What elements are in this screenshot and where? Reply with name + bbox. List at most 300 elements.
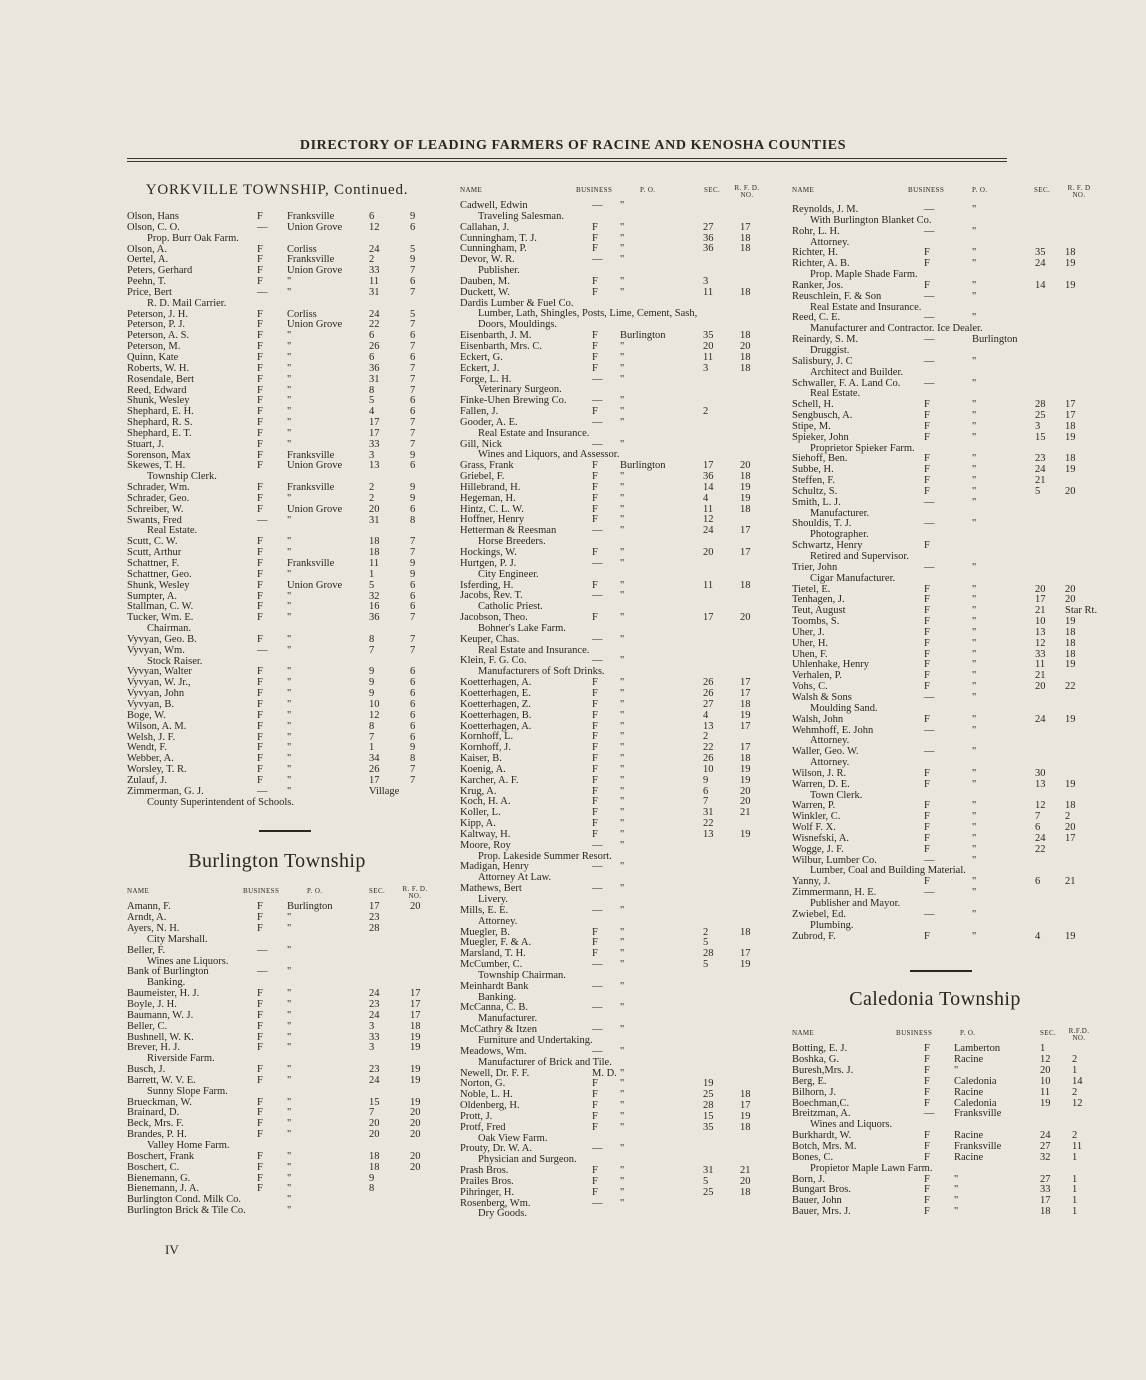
entry-sec: 17: [703, 612, 714, 624]
entry-po: ": [620, 503, 625, 515]
entry-rfd: 17: [740, 742, 751, 754]
entry-rfd: 21: [740, 807, 751, 819]
entry-business: —: [592, 1045, 603, 1057]
entry-rfd: 6: [410, 709, 416, 721]
directory-row: [127, 223, 427, 234]
entry-name: Norton, G.: [460, 1078, 506, 1090]
entry-po: Racine: [954, 1151, 984, 1163]
entry-po: ": [287, 590, 292, 602]
directory-row: [790, 465, 1100, 476]
entry-po: ": [620, 720, 625, 732]
page-title: DIRECTORY OF LEADING FARMERS OF RACINE AND KENOSHA COUNTIES: [299, 138, 847, 153]
directory-row: [458, 960, 768, 971]
entry-po: ": [620, 633, 625, 645]
entry-business: F: [924, 681, 930, 693]
entry-name: Vohs, C.: [792, 681, 828, 693]
entry-name: Ayers, N. H.: [127, 923, 180, 935]
directory-row: [127, 1206, 427, 1217]
directory-row: [790, 205, 1100, 216]
entry-sec: 22: [703, 818, 714, 830]
entry-note: R. D. Mail Carrier.: [147, 297, 227, 309]
entry-business: —: [924, 561, 935, 573]
entry-sec: 4: [1035, 930, 1041, 942]
header-po: P. O.: [960, 1029, 976, 1038]
entry-rfd: 7: [410, 644, 416, 656]
entry-name: Schrader, Geo.: [127, 492, 190, 504]
entry-note: Attorney.: [810, 236, 850, 248]
entry-business: F: [257, 373, 263, 385]
entry-business: F: [924, 1184, 930, 1196]
entry-rfd: 17: [740, 948, 751, 960]
entry-business: F: [592, 687, 598, 699]
directory-row: [790, 313, 1100, 324]
entry-name: Schattner, Geo.: [127, 568, 192, 580]
directory-row: [127, 266, 427, 277]
column-1: [127, 182, 428, 1217]
entry-po: ": [972, 225, 977, 237]
directory-row: [790, 812, 1100, 823]
entry-rfd: 9: [410, 492, 416, 504]
header-business: BUSINESS: [576, 186, 613, 194]
directory-row: [458, 418, 768, 429]
entry-rfd: 18: [410, 1020, 421, 1032]
entry-name: Wilson, A. M.: [127, 720, 187, 732]
entry-note: Manufacturer of Brick and Tile.: [478, 1056, 612, 1068]
entry-rfd: 20: [410, 1107, 421, 1119]
entry-name: Koetterhagen, A.: [460, 677, 532, 689]
entry-name: Schwartz, Henry: [792, 540, 863, 552]
entry-sec: 33: [369, 1031, 380, 1043]
header-sec: SEC.: [704, 186, 721, 194]
entry-business: —: [592, 395, 603, 407]
entry-sec: 24: [1035, 832, 1046, 844]
entry-sec: 3: [369, 1042, 375, 1054]
entry-name: Reinardy, S. M.: [792, 334, 859, 346]
directory-row: [790, 726, 1100, 737]
entry-business: F: [257, 579, 263, 591]
entry-rfd: 18: [740, 1121, 751, 1133]
entry-business: —: [924, 334, 935, 346]
entry-business: —: [592, 373, 603, 385]
entry-sec: 11: [703, 503, 714, 515]
entry-rfd: 7: [410, 362, 416, 374]
burlington-entries: [127, 902, 427, 1216]
entry-business: —: [592, 1002, 603, 1014]
entry-rfd: 17: [740, 547, 751, 558]
entry-name: Burlington Brick & Tile Co.: [127, 1205, 246, 1217]
entry-business: F: [924, 800, 930, 812]
entry-po: ": [620, 438, 625, 450]
entry-rfd: 20: [740, 340, 751, 352]
entry-name: Boshka, G.: [792, 1054, 839, 1066]
directory-row: [458, 743, 768, 754]
burlington-entries-cont: [458, 201, 768, 1220]
entry-po: ": [287, 1031, 292, 1043]
header-name: NAME: [792, 186, 815, 194]
entry-po: ": [287, 1172, 292, 1184]
entry-name: Marsland, T. H.: [460, 948, 526, 960]
entry-business: —: [257, 221, 268, 233]
entry-business: F: [924, 637, 930, 649]
entry-note: Horse Breeders.: [478, 536, 546, 548]
entry-note: Attorney At Law.: [478, 872, 552, 884]
header-sec: SEC.: [369, 887, 386, 896]
entry-name: Shephard, E. T.: [127, 427, 192, 439]
entry-business: F: [592, 221, 598, 233]
entry-name: Schrader, Wm.: [127, 482, 190, 494]
entry-sec: 7: [369, 731, 375, 743]
entry-rfd: 17: [410, 988, 421, 1000]
entry-sec: 35: [703, 330, 714, 342]
entry-business: F: [924, 1151, 930, 1163]
entry-po: ": [620, 1002, 625, 1014]
entry-rfd: 6: [410, 351, 416, 363]
entry-sec: 17: [703, 460, 714, 472]
entry-business: F: [592, 807, 598, 819]
header-business: BUSINESS: [243, 887, 280, 896]
entry-po: ": [620, 243, 625, 255]
directory-row: [458, 635, 768, 646]
entry-po: ": [620, 471, 625, 483]
entry-business: F: [257, 384, 263, 396]
entry-business: F: [257, 449, 263, 461]
entry-business: —: [257, 785, 268, 797]
entry-name: Keuper, Chas.: [460, 633, 520, 645]
entry-sec: 20: [369, 1129, 380, 1141]
entry-business: —: [924, 290, 935, 302]
entry-po: ": [620, 818, 625, 830]
entry-po: Union Grove: [287, 221, 343, 233]
entry-po: ": [972, 822, 977, 834]
entry-sec: 24: [703, 525, 714, 537]
entry-note: Manufacturer.: [810, 507, 870, 519]
entry-name: Vyvyan, B.: [127, 698, 174, 710]
entry-sec: 24: [1035, 258, 1046, 270]
directory-row: [458, 396, 768, 407]
entry-po: ": [287, 944, 292, 956]
entry-sec: 13: [1035, 778, 1046, 790]
entry-po: ": [620, 655, 625, 667]
entry-po: ": [287, 912, 292, 924]
entry-rfd: 2: [1065, 811, 1071, 823]
entry-po: ": [287, 720, 292, 732]
entry-name: Zimmerman, G. J.: [127, 785, 204, 797]
entry-sec: 31: [703, 1165, 714, 1177]
entry-name: Richter, A. B.: [792, 258, 850, 270]
entry-po: ": [972, 724, 977, 736]
entry-business: F: [592, 828, 598, 840]
entry-sec: 31: [369, 514, 380, 526]
entry-business: F: [924, 410, 930, 422]
entry-rfd: 1: [1072, 1184, 1078, 1196]
entry-po: Racine: [954, 1086, 984, 1098]
directory-row: [127, 924, 427, 935]
entry-po: ": [287, 276, 292, 288]
entry-po: ": [972, 811, 977, 823]
entry-po: ": [620, 904, 625, 916]
entry-name: Schreiber, W.: [127, 503, 184, 515]
directory-row: [127, 505, 427, 516]
entry-rfd: 1: [1072, 1173, 1078, 1185]
entry-sec: 31: [703, 807, 714, 819]
page-number: IV: [165, 1242, 179, 1257]
entry-business: F: [257, 590, 263, 602]
entry-business: —: [924, 377, 935, 389]
entry-po: ": [287, 1064, 292, 1076]
entry-name: Burkhardt, W.: [792, 1130, 852, 1142]
entry-sec: 33: [1035, 648, 1046, 660]
entry-sec: 12: [1040, 1054, 1051, 1066]
entry-note: Township Clerk.: [147, 471, 217, 483]
entry-name: Berg, E.: [792, 1075, 827, 1087]
entry-business: F: [592, 785, 598, 797]
entry-note: Oak View Farm.: [478, 1132, 548, 1144]
entry-name: Koetterhagen, E.: [460, 687, 531, 699]
header-name: NAME: [460, 186, 483, 194]
entry-po: ": [972, 583, 977, 595]
entry-po: ": [620, 1186, 625, 1198]
entry-rfd: 18: [740, 579, 751, 591]
directory-row: [458, 1188, 768, 1199]
entry-sec: 13: [1035, 626, 1046, 638]
section-title-caledonia: Caledonia Township: [849, 988, 1021, 1011]
entry-rfd: 19: [740, 481, 751, 493]
directory-row: [458, 353, 768, 364]
entry-rfd: 19: [1065, 258, 1076, 270]
entry-sec: 8: [369, 1183, 375, 1195]
entry-name: Wisnefski, A.: [792, 832, 850, 844]
entry-rfd: 7: [410, 319, 416, 331]
entry-business: F: [257, 1009, 263, 1021]
entry-sec: 2: [703, 926, 709, 938]
entry-note: Stock Raiser.: [147, 655, 203, 667]
entry-business: F: [924, 1075, 930, 1087]
directory-row: [458, 841, 768, 852]
entry-business: F: [257, 438, 263, 450]
directory-row: [127, 722, 427, 733]
entry-business: F: [592, 1100, 598, 1112]
entry-rfd: 6: [410, 330, 416, 342]
entry-name: Duckett, W.: [460, 286, 510, 298]
entry-po: ": [287, 547, 292, 559]
entry-business: —: [592, 1143, 603, 1155]
entry-po: ": [972, 290, 977, 302]
entry-po: ": [620, 926, 625, 938]
entry-business: —: [592, 959, 603, 971]
entry-business: F: [257, 601, 263, 613]
entry-po: ": [620, 221, 625, 233]
yorkville-entries: [127, 212, 427, 808]
entry-sec: 3: [1035, 420, 1041, 432]
entry-sec: 5: [1035, 485, 1041, 497]
directory-row: [127, 1076, 427, 1087]
entry-rfd: 18: [1065, 626, 1076, 638]
entry-rfd: 6: [410, 395, 416, 407]
entry-po: ": [972, 410, 977, 422]
entry-business: F: [592, 753, 598, 765]
directory-row: [790, 498, 1100, 509]
entry-name: Botch, Mrs. M.: [792, 1140, 857, 1152]
entry-name: Reed, Edward: [127, 384, 187, 396]
entry-name: Schell, H.: [792, 399, 834, 411]
entry-name: Kornhoff, J.: [460, 742, 511, 754]
entry-note: Lumber, Coal and Building Material.: [810, 865, 966, 877]
entry-po: ": [972, 691, 977, 703]
entry-rfd: 9: [410, 254, 416, 266]
entry-name: Meinhardt Bank: [460, 980, 529, 992]
entry-name: Krug, A.: [460, 785, 497, 797]
entry-name: Stuart, J.: [127, 438, 165, 450]
entry-po: ": [972, 713, 977, 725]
entry-name: Klein, F. G. Co.: [460, 655, 527, 667]
entry-note: Real Estate and Insurance.: [810, 301, 922, 313]
entry-po: ": [620, 286, 625, 298]
entry-rfd: 18: [740, 503, 751, 515]
entry-po: Franksville: [954, 1140, 1002, 1152]
entry-po: Union Grove: [287, 460, 343, 472]
entry-business: F: [592, 514, 598, 526]
entry-business: F: [924, 1206, 930, 1218]
directory-row: [458, 342, 768, 353]
entry-business: F: [924, 713, 930, 725]
entry-rfd: 17: [410, 1009, 421, 1021]
entry-name: Boge, W.: [127, 709, 166, 721]
entry-name: Zimmermann, H. E.: [792, 887, 877, 899]
entry-po: Caledonia: [954, 1097, 997, 1109]
entry-business: F: [257, 1118, 263, 1130]
entry-po: ": [287, 731, 292, 743]
entry-name: Vyvyan, John: [127, 688, 185, 700]
directory-row: [127, 613, 427, 624]
entry-rfd: 9: [410, 742, 416, 754]
entry-name: McCathry & Itzen: [460, 1024, 537, 1036]
entry-po: ": [287, 1183, 292, 1195]
entry-sec: 22: [369, 319, 380, 331]
entry-rfd: 18: [740, 1186, 751, 1198]
entry-rfd: 18: [1065, 453, 1076, 465]
entry-business: —: [257, 286, 268, 298]
entry-po: ": [620, 492, 625, 504]
entry-business: —: [592, 883, 603, 895]
entry-name: McCanna, C. B.: [460, 1002, 528, 1014]
entry-sec: 33: [1040, 1184, 1051, 1196]
directory-row: [458, 884, 768, 895]
entry-rfd: 7: [410, 774, 416, 786]
entry-name: Olson, C. O.: [127, 221, 180, 233]
entry-po: ": [620, 254, 625, 266]
directory-row: [458, 1003, 768, 1014]
entry-sec: 2: [703, 731, 709, 743]
entry-po: Franksville: [287, 482, 335, 494]
entry-note: Veterinary Surgeon.: [478, 384, 562, 396]
entry-business: F: [592, 340, 598, 352]
entry-business: F: [257, 558, 263, 569]
entry-note: Wines and Liquors, and Assessor.: [478, 449, 620, 461]
directory-row: [790, 335, 1100, 346]
entry-name: Olson, A.: [127, 243, 167, 255]
entry-po: Corliss: [287, 308, 317, 320]
entry-business: F: [592, 763, 598, 775]
entry-name: Karcher, A. F.: [460, 774, 519, 786]
entry-rfd: 6: [410, 276, 416, 288]
entry-rfd: 22: [1065, 681, 1076, 693]
entry-rfd: 19: [410, 1096, 421, 1108]
entry-name: Breitzman, A.: [792, 1108, 851, 1120]
entry-po: ": [972, 746, 977, 758]
entry-po: Franksville: [954, 1108, 1002, 1120]
entry-name: Warren, D. E.: [792, 778, 850, 790]
entry-po: ": [620, 1045, 625, 1057]
directory-row: [790, 1109, 1100, 1120]
entry-note: City Engineer.: [478, 568, 539, 580]
entry-name: Mills, E. E.: [460, 904, 509, 916]
entry-business: —: [924, 312, 935, 324]
directory-row: [127, 646, 427, 657]
entry-name: Hockings, W.: [460, 547, 517, 558]
header-rfd: R. F. D. NO.: [402, 885, 428, 901]
entry-name: Koller, L.: [460, 807, 501, 819]
directory-row: [790, 617, 1100, 628]
entry-sec: 1: [369, 568, 375, 580]
entry-sec: 6: [703, 785, 709, 797]
directory-row: [458, 526, 768, 537]
entry-rfd: 9: [410, 482, 416, 494]
entry-po: ": [620, 948, 625, 960]
entry-name: Stipe, M.: [792, 420, 831, 432]
entry-sec: 7: [1035, 811, 1041, 823]
entry-name: Bienemann, G.: [127, 1172, 191, 1184]
entry-sec: 1: [369, 742, 375, 754]
entry-note: Physician and Surgeon.: [478, 1154, 577, 1166]
entry-po: ": [287, 774, 292, 786]
entry-name: Bank of Burlington: [127, 966, 209, 978]
entry-name: Cunningham, T. J.: [460, 232, 537, 244]
entry-po: ": [287, 677, 292, 689]
entry-name: Waller, Geo. W.: [792, 746, 859, 758]
entry-business: F: [592, 818, 598, 830]
entry-po: ": [620, 362, 625, 374]
entry-rfd: 19: [740, 1110, 751, 1122]
entry-sec: 8: [369, 720, 375, 732]
entry-rfd: 18: [1065, 648, 1076, 660]
entry-rfd: 7: [410, 341, 416, 353]
entry-note: Prop. Burr Oak Farm.: [147, 232, 239, 244]
entry-po: ": [287, 395, 292, 407]
entry-name: Wendt, F.: [127, 742, 168, 754]
entry-business: —: [924, 496, 935, 508]
entry-sec: 9: [369, 688, 375, 700]
entry-rfd: 17: [740, 1100, 751, 1112]
entry-name: Beller, F.: [127, 944, 166, 956]
header-po: P. O.: [640, 186, 656, 194]
entry-note: Manufacturer and Contractor. Ice Dealer.: [810, 323, 983, 335]
entry-sec: 17: [369, 417, 380, 429]
entry-rfd: 7: [410, 764, 416, 776]
directory-row: [458, 1101, 768, 1112]
entry-po: Racine: [954, 1054, 984, 1066]
entry-po: ": [972, 431, 977, 443]
directory-row: [790, 693, 1100, 704]
entry-rfd: 20: [410, 1150, 421, 1162]
entry-sec: 28: [703, 1100, 714, 1112]
entry-rfd: 18: [740, 1089, 751, 1101]
entry-sec: 35: [703, 1121, 714, 1133]
entry-rfd: 19: [740, 959, 751, 971]
entry-business: F: [592, 1110, 598, 1122]
entry-note: Propietor Maple Lawn Farm.: [810, 1162, 933, 1174]
entry-name: Barrett, W. V. E.: [127, 1074, 196, 1086]
entry-business: F: [592, 547, 598, 558]
